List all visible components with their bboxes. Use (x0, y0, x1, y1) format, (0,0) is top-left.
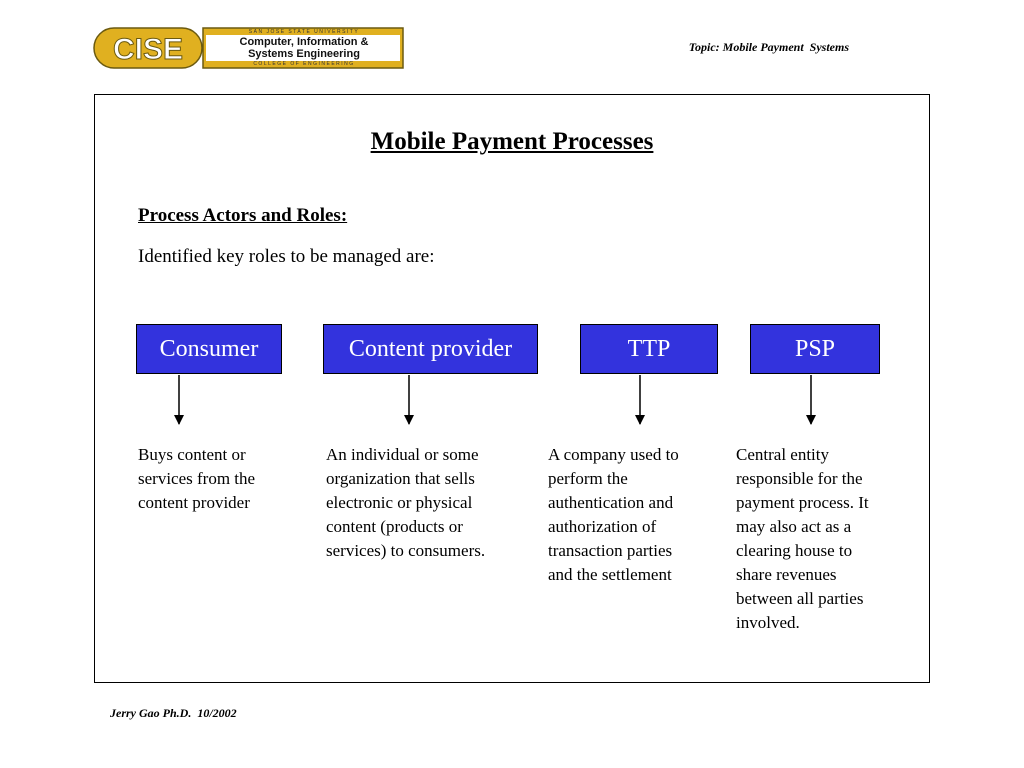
role-description-ttp: A company used to perform the authentication and authorization of transaction parties and the settlement (548, 445, 679, 584)
author-footer: Jerry Gao Ph.D. 10/2002 (110, 706, 237, 720)
logo-text: CISE (112, 33, 184, 66)
slide-title: Mobile Payment Processes (370, 128, 654, 155)
topic-label: Topic: Mobile Payment Systems (688, 40, 849, 54)
intro-text: Identified key roles to be managed are: (138, 246, 435, 267)
department-line-2: Systems Engineering (248, 48, 360, 60)
role-description-content-provider: An individual or some organization that sells electronic or physical content (products or services) to consumers. (326, 445, 486, 560)
role-box-psp: PSP (750, 324, 880, 374)
section-heading: Process Actors and Roles: (138, 205, 348, 226)
university-name: SAN JOSE STATE UNIVERSITY (248, 29, 360, 35)
college-name: COLLEGE OF ENGINEERING (253, 61, 355, 67)
role-description-consumer: Buys content or services from the content provider (138, 445, 256, 512)
role-description-psp: Central entity responsible for the payment process. It may also act as a clearing house to share revenues between all parties involved. (736, 445, 869, 632)
role-box-content-provider: Content provider (323, 324, 538, 374)
role-box-ttp: TTP (580, 324, 718, 374)
role-box-consumer: Consumer (136, 324, 282, 374)
department-line-1: Computer, Information & (239, 36, 369, 48)
